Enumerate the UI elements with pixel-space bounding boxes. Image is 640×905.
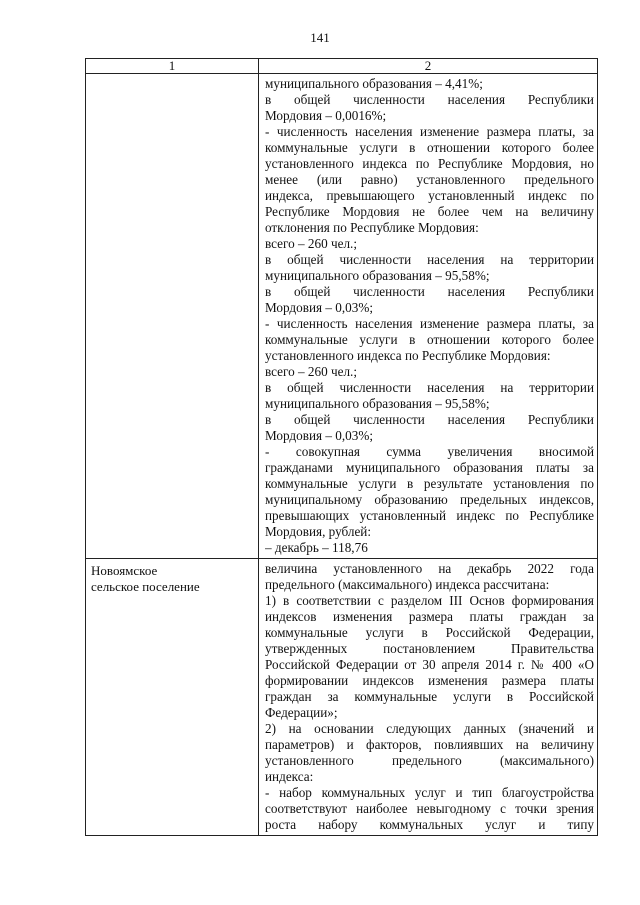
text-line: муниципальному образованию предельных индексов, <box>265 492 594 507</box>
text-line: Российской Федерации от 30 апреля 2014 г. № 400 «О <box>265 657 594 672</box>
text-line: всего – 260 чел.; <box>265 364 357 379</box>
text-line: коммунальные услуги в результате установления по <box>265 476 594 491</box>
text-line: в общей численности населения на территории <box>265 380 594 395</box>
municipality-name-line: Новоямское <box>91 563 158 578</box>
table-header-row <box>86 59 598 74</box>
page-number: 141 <box>310 30 330 45</box>
municipality-cell <box>86 559 259 836</box>
municipality-name-line: сельское поселение <box>91 579 200 594</box>
text-line: - численность населения изменение размера платы, за <box>265 316 594 331</box>
text-line: Мордовия – 0,0016%; <box>265 108 387 123</box>
column-header-2: 2 <box>259 59 598 74</box>
text-line: утвержденных постановлением Правительства <box>265 641 594 656</box>
text-line: всего – 260 чел.; <box>265 236 357 251</box>
text-line: коммунальные услуги в Российской Федерации, <box>265 625 594 640</box>
text-line: Федерации»; <box>265 705 338 720</box>
text-line: установленного предельного (максимального) <box>265 753 594 768</box>
text-line: Республике Мордовия не более чем на величину <box>265 204 594 219</box>
text-line: в общей численности населения Республики <box>265 412 594 427</box>
column-header-1: 1 <box>86 59 259 74</box>
details-cell <box>259 74 598 559</box>
text-line: коммунальные услуги в отношении которого более <box>265 140 594 155</box>
text-line: роста набору коммунальных услуг и типу <box>265 817 594 832</box>
text-line: установленного индекса по Республике Мордовия: <box>265 348 551 363</box>
text-line: коммунальные услуги в отношении которого более <box>265 332 594 347</box>
text-line: в общей численности населения на территории <box>265 252 594 267</box>
text-line: индекса: <box>265 769 314 784</box>
text-line: - набор коммунальных услуг и тип благоустройства <box>265 785 594 800</box>
table-row <box>86 559 598 836</box>
text-line: параметров) и факторов, повлиявших на величину <box>265 737 594 752</box>
text-line: 2) на основании следующих данных (значений и <box>265 721 594 736</box>
text-line: формировании индексов изменения размера платы <box>265 673 594 688</box>
text-line: индексов изменения размера платы граждан за <box>265 609 594 624</box>
text-line: муниципального образования – 95,58%; <box>265 268 490 283</box>
municipality-cell <box>86 74 259 559</box>
text-line: муниципального образования – 95,58%; <box>265 396 490 411</box>
table-row <box>86 74 598 559</box>
text-line: 1) в соответствии с разделом III Основ формирования <box>265 593 594 608</box>
text-line: муниципального образования – 4,41%; <box>265 76 483 91</box>
document-table <box>85 58 598 836</box>
text-line: в общей численности населения Республики <box>265 92 594 107</box>
text-line: - совокупная сумма увеличения вносимой <box>265 444 594 459</box>
text-line: Мордовия – 0,03%; <box>265 300 373 315</box>
text-line: соответствуют наиболее невыгодному с точки зрения <box>265 801 594 816</box>
text-line: Мордовия, рублей: <box>265 524 372 539</box>
text-line: отклонения по Республике Мордовия: <box>265 220 479 235</box>
text-line: превышающих установленный индекс по Республике <box>265 508 594 523</box>
text-line: установленного индекса по Республике Мордовия, но <box>265 156 594 171</box>
text-line: в общей численности населения Республики <box>265 284 594 299</box>
text-line: – декабрь – 118,76 <box>265 540 368 555</box>
text-line: предельного (максимального) индекса рассчитана: <box>265 577 550 592</box>
text-line: граждан за коммунальные услуги в Российской <box>265 689 594 704</box>
text-line: - численность населения изменение размера платы, за <box>265 124 594 139</box>
text-line: Мордовия – 0,03%; <box>265 428 373 443</box>
text-line: гражданами муниципального образования платы за <box>265 460 594 475</box>
text-line: величина установленного на декабрь 2022 года <box>265 561 594 576</box>
text-line: индекса, превышающего установленный индекс по <box>265 188 594 203</box>
text-line: менее (или равно) установленного предельного <box>265 172 594 187</box>
details-cell <box>259 559 598 836</box>
